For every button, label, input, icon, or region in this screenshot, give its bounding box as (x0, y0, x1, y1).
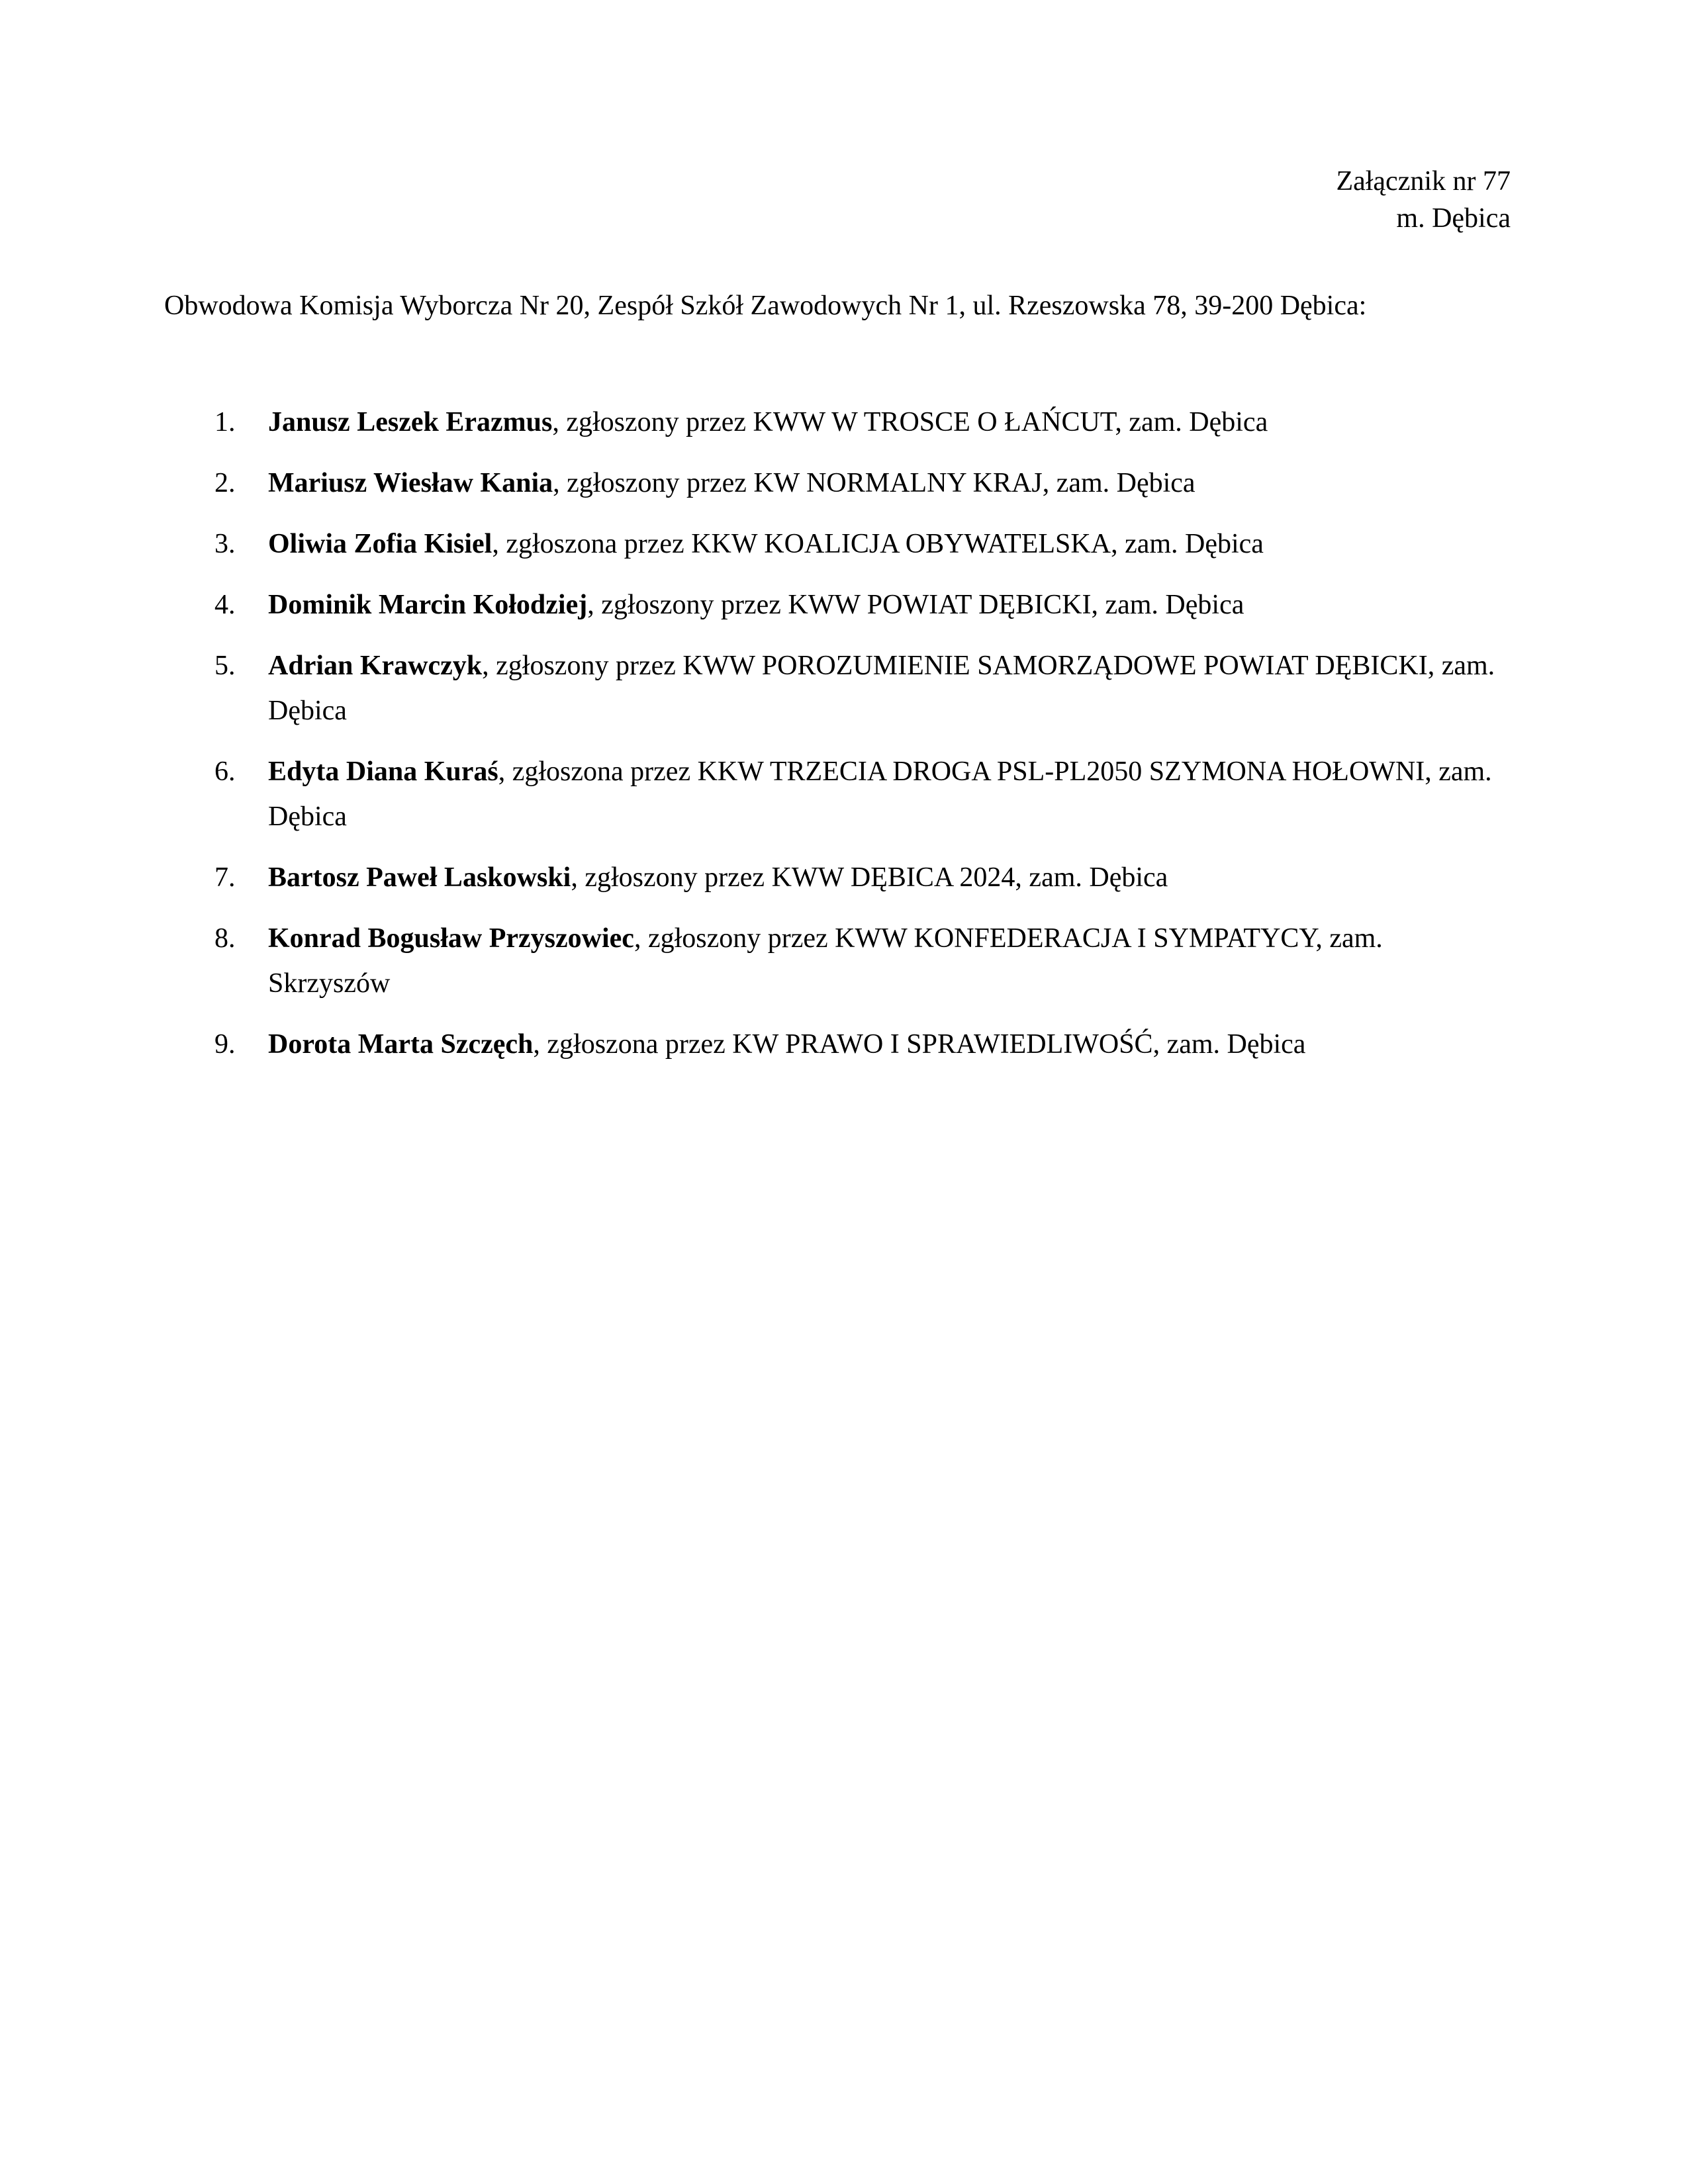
member-name: Dorota Marta Szczęch (268, 1029, 534, 1060)
attachment-header (1336, 163, 1511, 237)
item-number: 3. (214, 529, 236, 559)
attachment-number: Załącznik nr 77 (1336, 166, 1511, 197)
list-item (199, 461, 1496, 506)
member-name: Edyta Diana Kuraś (268, 756, 498, 787)
member-name: Bartosz Paweł Laskowski (268, 862, 571, 893)
list-item (199, 522, 1496, 567)
member-details: , zgłoszony przez KWW DĘBICA 2024, zam. Dębica (571, 862, 1168, 893)
item-number: 6. (214, 756, 236, 787)
list-item (199, 749, 1496, 839)
list-item (199, 643, 1496, 733)
member-details: , zgłoszony przez KWW POROZUMIENIE SAMORZĄDOWE POWIAT DĘBICKI, zam. Dębica (268, 651, 1495, 726)
attachment-location: m. Dębica (1396, 203, 1511, 234)
member-name: Mariusz Wiesław Kania (268, 468, 553, 498)
commission-heading: Obwodowa Komisja Wyborcza Nr 20, Zespół Szkół Zawodowych Nr 1, ul. Rzeszowska 78, 39-200 Dębica: (164, 291, 1367, 321)
item-number: 9. (214, 1029, 236, 1060)
list-item (199, 916, 1496, 1006)
members-list (199, 400, 1496, 1083)
item-number: 5. (214, 651, 236, 681)
item-number: 7. (214, 862, 236, 893)
member-details: , zgłoszony przez KWW KONFEDERACJA I SYMPATYCY, zam. Skrzyszów (268, 923, 1383, 999)
list-item (199, 582, 1496, 627)
member-name: Janusz Leszek Erazmus (268, 407, 553, 437)
member-details: , zgłoszona przez KKW KOALICJA OBYWATELSKA, zam. Dębica (492, 529, 1264, 559)
list-item (199, 1022, 1496, 1067)
item-number: 8. (214, 923, 236, 954)
member-details: , zgłoszona przez KW PRAWO I SPRAWIEDLIWOŚĆ, zam. Dębica (533, 1029, 1306, 1060)
item-number: 1. (214, 407, 236, 437)
member-name: Adrian Krawczyk (268, 651, 483, 681)
member-name: Konrad Bogusław Przyszowiec (268, 923, 634, 954)
list-item (199, 400, 1496, 445)
item-number: 2. (214, 468, 236, 498)
member-details: , zgłoszony przez KWW W TROSCE O ŁAŃCUT, zam. Dębica (552, 407, 1268, 437)
member-details: , zgłoszony przez KW NORMALNY KRAJ, zam. Dębica (553, 468, 1196, 498)
item-number: 4. (214, 590, 236, 620)
member-details: , zgłoszony przez KWW POWIAT DĘBICKI, zam. Dębica (587, 590, 1244, 620)
member-name: Oliwia Zofia Kisiel (268, 529, 492, 559)
list-item (199, 855, 1496, 900)
member-name: Dominik Marcin Kołodziej (268, 590, 588, 620)
member-details: , zgłoszona przez KKW TRZECIA DROGA PSL-PL2050 SZYMONA HOŁOWNI, zam. Dębica (268, 756, 1492, 832)
